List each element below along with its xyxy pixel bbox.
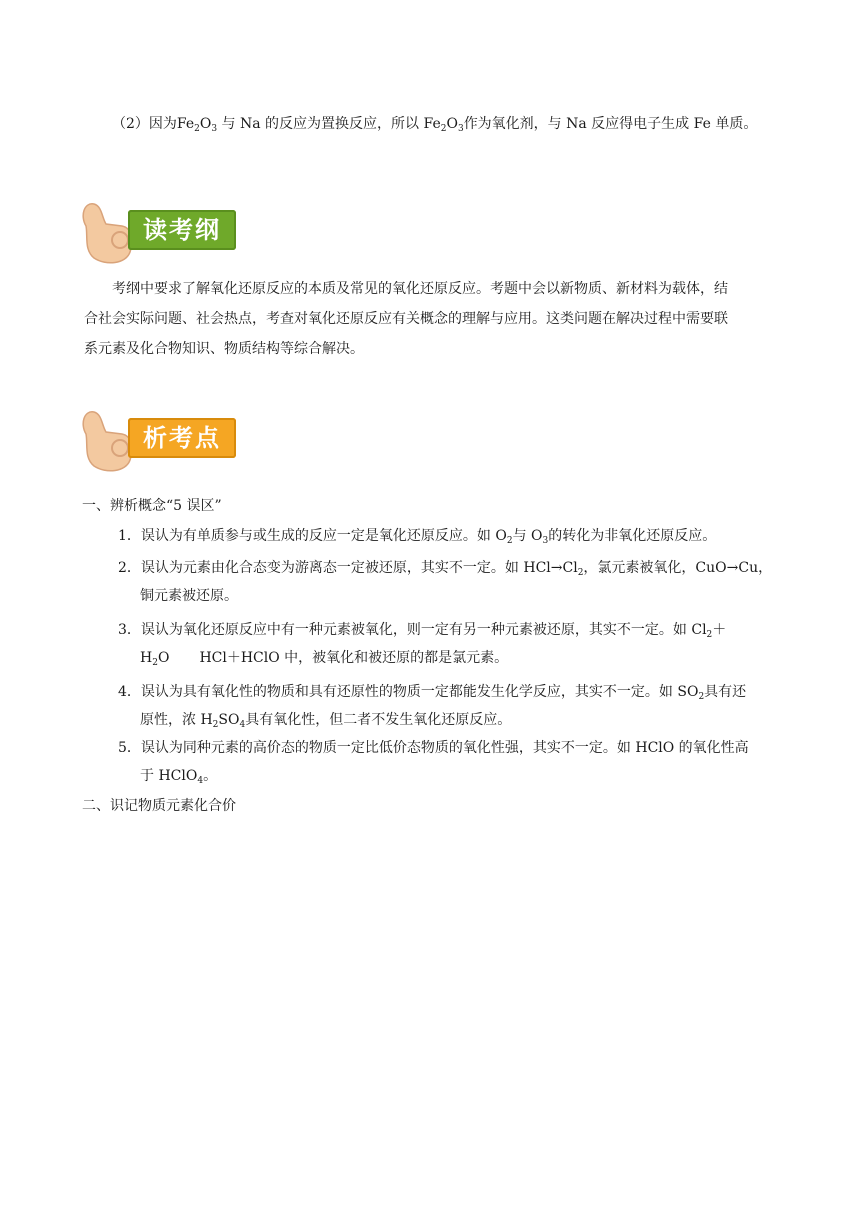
subscript: 2 (152, 658, 158, 668)
subscript: 2 (706, 630, 713, 640)
subscript: 4 (239, 720, 246, 730)
list-item (118, 558, 772, 578)
subscript: 2 (577, 568, 584, 578)
text-segment: 2．误认为元素由化合态变为游离态一定被还原，其实不一定。如 HCl→Cl (118, 560, 578, 576)
subscript: 3 (211, 124, 218, 134)
text-segment: 作为氧化剂，与 Na 反应得电子生成 Fe 单质。 (463, 116, 758, 132)
list-item-continuation (140, 766, 217, 786)
text-segment: 具有氧化性，但二者不发生氧化还原反应。 (245, 712, 512, 728)
text-segment: O (446, 116, 458, 132)
text-segment: 3．误认为氧化还原反应中有一种元素被氧化，则一定有另一种元素被还原，其实不一定。如 Cl (118, 622, 707, 638)
analyze-points-badge (76, 404, 246, 476)
text-segment: 的转化为非氧化还原反应。 (548, 528, 717, 544)
text-segment: ，氯元素被氧化，CuO→Cu， (583, 560, 773, 576)
text-segment: 5．误认为同种元素的高价态的物质一定比低价态物质的氧化性强，其实不一定。如 HClO 的氧化性高 (118, 740, 749, 756)
text-segment: 。 (203, 768, 218, 784)
text-segment: （2）因为Fe (112, 116, 195, 132)
section-heading: 二、识记物质元素化合价 (82, 798, 236, 814)
list-item-continuation (140, 648, 508, 668)
paragraph-line: 考纲中要求了解氧化还原反应的本质及常见的氧化还原反应。考题中会以新物质、新材料为载体，结 (112, 281, 728, 297)
subscript: 3 (457, 124, 464, 134)
answer-line (112, 114, 757, 134)
text-segment: 原性，浓 H (140, 712, 213, 728)
subscript: 4 (197, 776, 204, 786)
list-item-continuation: 铜元素被还原。 (140, 588, 238, 604)
subscript: 2 (440, 124, 447, 134)
subscript: 2 (506, 536, 513, 546)
text-segment: O (157, 650, 170, 666)
subscript: 2 (212, 720, 219, 730)
text-segment: HCl＋HClO 中，被氧化和被还原的都是氯元素。 (199, 650, 509, 666)
text-segment: SO (218, 712, 240, 728)
badge-label: 读考纲 (128, 210, 236, 250)
list-item (118, 682, 746, 702)
list-item-continuation (140, 710, 511, 730)
paragraph-line: 合社会实际问题、社会热点，考查对氧化还原反应有关概念的理解与应用。这类问题在解决过程中需要联 (84, 311, 728, 327)
list-item (118, 526, 716, 546)
section-heading: 一、辨析概念“5 误区” (82, 498, 222, 514)
text-segment: H (140, 650, 153, 666)
text-segment: 4．误认为具有氧化性的物质和具有还原性的物质一定都能发生化学反应，其实不一定。如 SO (118, 684, 699, 700)
badge-label: 析考点 (128, 418, 236, 458)
syllabus-paragraph (84, 274, 784, 364)
text-segment: 1．误认为有单质参与或生成的反应一定是氧化还原反应。如 O (118, 528, 507, 544)
text-segment: 于 HClO (140, 768, 198, 784)
text-segment: O (199, 116, 212, 132)
paragraph-line: 系元素及化合物知识、物质结构等综合解决。 (84, 341, 364, 357)
subscript: 2 (194, 124, 200, 134)
text-segment: 与 Na 的反应为置换反应，所以 Fe (217, 116, 441, 132)
read-syllabus-badge (76, 196, 246, 268)
text-segment: ＋ (712, 622, 727, 638)
text-segment: 具有还 (704, 684, 747, 700)
list-item (118, 620, 726, 640)
subscript: 3 (542, 536, 549, 546)
list-item (118, 738, 749, 758)
text-segment: 与 O (512, 528, 543, 544)
subscript: 2 (698, 692, 705, 702)
